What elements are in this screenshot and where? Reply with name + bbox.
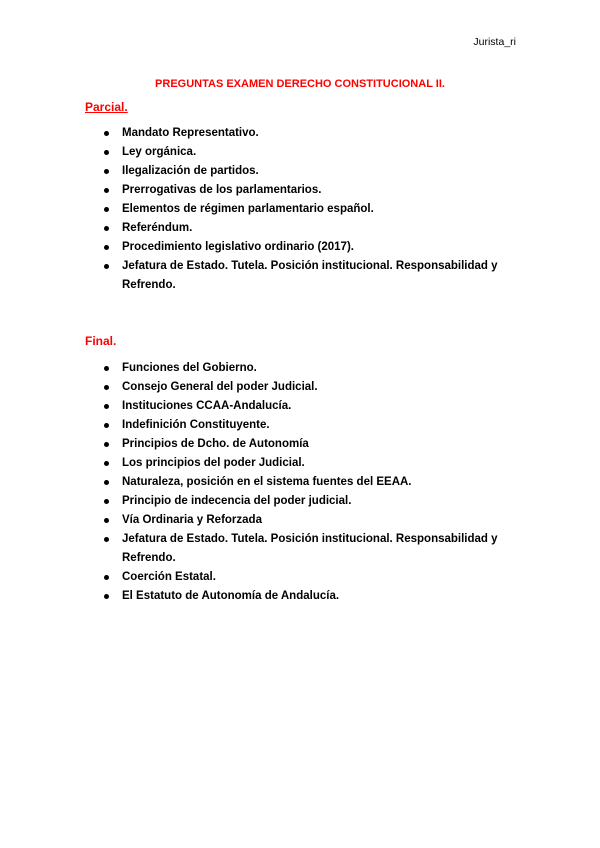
list-item: Vía Ordinaria y Reforzada xyxy=(104,511,524,530)
list-item: El Estatuto de Autonomía de Andalucía. xyxy=(104,587,524,606)
list-item: Procedimiento legislativo ordinario (2017). xyxy=(104,238,524,257)
list-item: Jefatura de Estado. Tutela. Posición institucional. Responsabilidad y Refrendo. xyxy=(104,530,524,568)
list-item: Prerrogativas de los parlamentarios. xyxy=(104,181,524,200)
section-heading-final: Final. xyxy=(85,334,117,348)
bullet-icon xyxy=(104,245,109,250)
bullet-icon xyxy=(104,537,109,542)
bullet-icon xyxy=(104,366,109,371)
bullet-icon xyxy=(104,169,109,174)
bullet-icon xyxy=(104,131,109,136)
list-item: Principios de Dcho. de Autonomía xyxy=(104,435,524,454)
bullet-icon xyxy=(104,442,109,447)
list-item: Jefatura de Estado. Tutela. Posición institucional. Responsabilidad y Refrendo. xyxy=(104,257,524,295)
bullet-icon xyxy=(104,404,109,409)
bullet-icon xyxy=(104,264,109,269)
bullet-icon xyxy=(104,499,109,504)
list-item: Naturaleza, posición en el sistema fuentes del EEAA. xyxy=(104,473,524,492)
list-item: Elementos de régimen parlamentario español. xyxy=(104,200,524,219)
list-item: Ilegalización de partidos. xyxy=(104,162,524,181)
bullet-icon xyxy=(104,150,109,155)
list-item: Indefinición Constituyente. xyxy=(104,416,524,435)
bullet-icon xyxy=(104,423,109,428)
bullet-icon xyxy=(104,480,109,485)
list-parcial xyxy=(104,124,524,295)
bullet-icon xyxy=(104,188,109,193)
list-item: Referéndum. xyxy=(104,219,524,238)
list-final xyxy=(104,359,524,606)
bullet-icon xyxy=(104,385,109,390)
bullet-icon xyxy=(104,594,109,599)
bullet-icon xyxy=(104,575,109,580)
list-item: Coerción Estatal. xyxy=(104,568,524,587)
header-author-tag: Jurista_ri xyxy=(473,36,516,48)
list-item: Mandato Representativo. xyxy=(104,124,524,143)
bullet-icon xyxy=(104,518,109,523)
bullet-icon xyxy=(104,226,109,231)
list-item: Funciones del Gobierno. xyxy=(104,359,524,378)
list-item: Los principios del poder Judicial. xyxy=(104,454,524,473)
list-item: Principio de indecencia del poder judicial. xyxy=(104,492,524,511)
bullet-icon xyxy=(104,207,109,212)
bullet-icon xyxy=(104,461,109,466)
section-heading-parcial: Parcial. xyxy=(85,100,128,114)
list-item: Instituciones CCAA-Andalucía. xyxy=(104,397,524,416)
document-title: PREGUNTAS EXAMEN DERECHO CONSTITUCIONAL II. xyxy=(155,78,445,90)
list-item: Consejo General del poder Judicial. xyxy=(104,378,524,397)
list-item: Ley orgánica. xyxy=(104,143,524,162)
